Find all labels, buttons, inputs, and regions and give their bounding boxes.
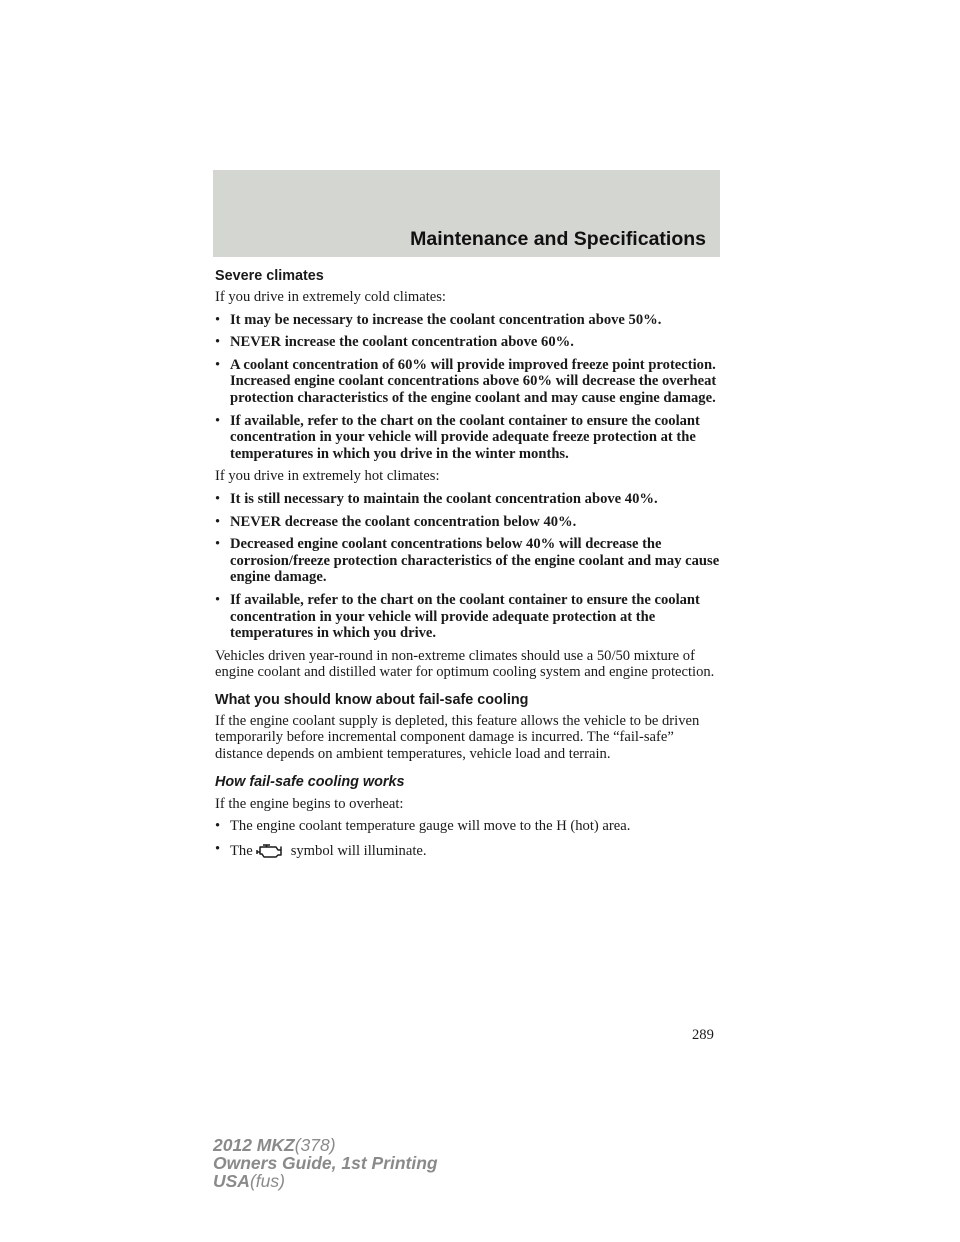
- list-item: • If available, refer to the chart on the coolant container to ensure the coolant concentration in your vehicle will provide adequate protection at the temperatures in which you drive.: [215, 592, 725, 642]
- page-content: [215, 267, 725, 865]
- list-item: • It is still necessary to maintain the coolant concentration above 40%.: [215, 491, 725, 508]
- list-item: • The engine coolant temperature gauge will move to the H (hot) area.: [215, 818, 725, 835]
- heading-severe-climates: Severe climates: [215, 268, 324, 284]
- heading-fail-safe-cooling: What you should know about fail-safe cooling: [215, 691, 529, 708]
- footer-guide: Owners Guide, 1st Printing: [213, 1153, 438, 1173]
- footer-region-code: (fus): [249, 1171, 285, 1191]
- list-item: • Decreased engine coolant concentrations below 40% will decrease the corrosion/freeze protection characteristics of the engine coolant and may cause engine damage.: [215, 536, 725, 586]
- cold-climate-list: [215, 312, 725, 463]
- heading-how-it-works: How fail-safe cooling works: [215, 773, 405, 790]
- list-item: • A coolant concentration of 60% will provide improved freeze point protection. Increased engine coolant concentrations above 60% will decrease the overheat protection characteristics of the engine coolant and may cause engine damage.: [215, 357, 725, 407]
- symbol-text-after: symbol will illuminate.: [290, 842, 427, 859]
- chapter-header-band: [213, 170, 720, 257]
- list-item-symbol: [215, 841, 725, 860]
- page-number: 289: [692, 1027, 714, 1043]
- list-item: • NEVER increase the coolant concentration above 60%.: [215, 334, 725, 351]
- symbol-text-before: The: [230, 842, 253, 859]
- footer-model-code: (378): [294, 1135, 336, 1155]
- overheat-list: [215, 818, 725, 859]
- hot-climate-list: [215, 491, 725, 642]
- list-item: • It may be necessary to increase the coolant concentration above 50%.: [215, 312, 725, 329]
- footer-region: USA: [213, 1171, 250, 1191]
- footer-model: 2012 MKZ: [213, 1135, 295, 1155]
- cold-intro: If you drive in extremely cold climates:: [215, 289, 446, 305]
- print-footer: [213, 1136, 438, 1190]
- mixture-recommendation: Vehicles driven year-round in non-extreme climates should use a 50/50 mixture of engine coolant and distilled water for optimum cooling system and engine protection.: [215, 647, 715, 681]
- overheat-intro: If the engine begins to overheat:: [215, 795, 404, 812]
- list-item: • NEVER decrease the coolant concentration below 40%.: [215, 514, 725, 531]
- engine-warning-icon: [255, 841, 285, 859]
- fail-safe-description: If the engine coolant supply is depleted, this feature allows the vehicle to be driven temporarily before incremental component damage is incurred. The “fail-safe” distance depends on ambient temperatures, vehicle load and terrain.: [215, 712, 700, 763]
- list-item: • If available, refer to the chart on the coolant container to ensure the coolant concentration in your vehicle will provide adequate freeze protection at the temperatures in which you drive in the winter months.: [215, 413, 725, 463]
- hot-intro: If you drive in extremely hot climates:: [215, 468, 440, 485]
- chapter-title: Maintenance and Specifications: [410, 228, 706, 250]
